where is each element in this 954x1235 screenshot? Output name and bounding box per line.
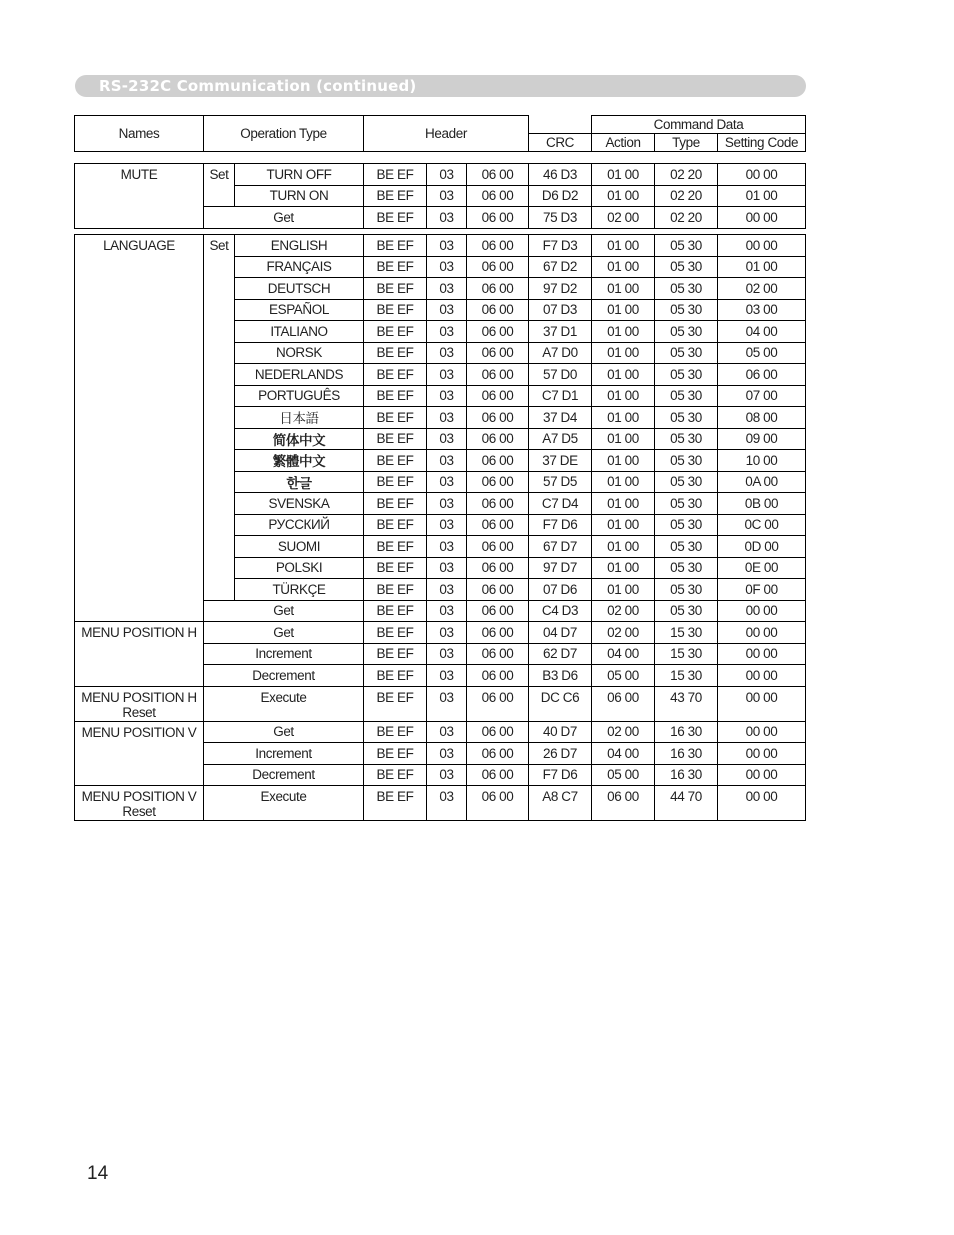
cell-op: Execute	[204, 786, 364, 821]
cell-crc: F7 D6	[529, 514, 592, 536]
cell-op: TÜRKÇE	[235, 579, 364, 601]
cell-action: 05 00	[592, 764, 655, 786]
cell-crc: 37 D4	[529, 407, 592, 429]
cell-header-1: BE EF	[364, 450, 427, 472]
cell-setting-code: 01 00	[718, 185, 806, 207]
cell-crc: A7 D5	[529, 428, 592, 450]
cell-type: 05 30	[655, 536, 718, 558]
cell-header-3: 06 00	[467, 471, 529, 493]
cell-header-3: 06 00	[467, 385, 529, 407]
cell-action: 01 00	[592, 364, 655, 386]
cell-header-2: 03	[427, 342, 467, 364]
cell-type: 02 20	[655, 164, 718, 186]
cell-header-3: 06 00	[467, 493, 529, 515]
cell-header-2: 03	[427, 207, 467, 229]
cell-type: 05 30	[655, 235, 718, 257]
row-name-line-2: Reset	[122, 804, 156, 819]
cell-header-1: BE EF	[364, 278, 427, 300]
cell-setting-code: 04 00	[718, 321, 806, 343]
header-names: Names	[75, 116, 204, 152]
cell-header-2: 03	[427, 557, 467, 579]
cell-crc: B3 D6	[529, 665, 592, 687]
cell-action: 01 00	[592, 428, 655, 450]
header-action: Action	[592, 134, 655, 152]
cell-header-1: BE EF	[364, 686, 427, 721]
cell-setting-code: 00 00	[718, 764, 806, 786]
cell-header-1: BE EF	[364, 207, 427, 229]
cell-header-2: 03	[427, 256, 467, 278]
cell-setting-code: 10 00	[718, 450, 806, 472]
language-menu-table	[74, 234, 806, 821]
cell-header-2: 03	[427, 721, 467, 743]
cell-header-1: BE EF	[364, 256, 427, 278]
cell-type: 05 30	[655, 579, 718, 601]
cell-header-2: 03	[427, 364, 467, 386]
header-operation-type: Operation Type	[204, 116, 364, 152]
cell-header-1: BE EF	[364, 764, 427, 786]
header-command-data: Command Data	[592, 116, 806, 134]
cell-type: 05 30	[655, 385, 718, 407]
cell-action: 01 00	[592, 471, 655, 493]
cell-type: 05 30	[655, 471, 718, 493]
cell-header-2: 03	[427, 450, 467, 472]
cell-header-3: 06 00	[467, 407, 529, 429]
cell-setting-code: 0F 00	[718, 579, 806, 601]
cell-op: SVENSKA	[235, 493, 364, 515]
cell-header-3: 06 00	[467, 256, 529, 278]
row-name-menu-position-v-reset	[75, 786, 204, 821]
cell-header-2: 03	[427, 185, 467, 207]
cell-op: ENGLISH	[235, 235, 364, 257]
cell-type: 05 30	[655, 600, 718, 622]
cell-action: 02 00	[592, 622, 655, 644]
cell-type: 05 30	[655, 428, 718, 450]
cell-header-1: BE EF	[364, 471, 427, 493]
cell-header-2: 03	[427, 743, 467, 765]
cell-type: 16 30	[655, 743, 718, 765]
cell-header-2: 03	[427, 622, 467, 644]
cell-action: 01 00	[592, 342, 655, 364]
cell-setting-code: 00 00	[718, 643, 806, 665]
cell-header-3: 06 00	[467, 665, 529, 687]
cell-header-1: BE EF	[364, 299, 427, 321]
cell-action: 01 00	[592, 407, 655, 429]
cell-op: DEUTSCH	[235, 278, 364, 300]
cell-op: 한글	[235, 471, 364, 493]
cell-header-3: 06 00	[467, 686, 529, 721]
cell-header-3: 06 00	[467, 557, 529, 579]
cell-header-2: 03	[427, 514, 467, 536]
cell-header-2: 03	[427, 764, 467, 786]
cell-crc: 37 D1	[529, 321, 592, 343]
cell-header-2: 03	[427, 686, 467, 721]
cell-header-2: 03	[427, 278, 467, 300]
cell-op: Get	[204, 721, 364, 743]
cell-setting-code: 0C 00	[718, 514, 806, 536]
mute-table	[74, 163, 806, 229]
cell-header-1: BE EF	[364, 643, 427, 665]
cell-header-3: 06 00	[467, 600, 529, 622]
cell-crc: 57 D5	[529, 471, 592, 493]
cell-setting-code: 02 00	[718, 278, 806, 300]
cell-op: Get	[204, 600, 364, 622]
cell-header-1: BE EF	[364, 185, 427, 207]
cell-header-2: 03	[427, 579, 467, 601]
cell-header-3: 06 00	[467, 235, 529, 257]
cell-action: 04 00	[592, 643, 655, 665]
cell-op: NORSK	[235, 342, 364, 364]
cell-setting-code: 01 00	[718, 256, 806, 278]
cell-header-3: 06 00	[467, 164, 529, 186]
row-name-mute: MUTE	[75, 164, 204, 229]
cell-type: 05 30	[655, 278, 718, 300]
cell-header-3: 06 00	[467, 643, 529, 665]
table-row	[75, 721, 806, 743]
cell-header-2: 03	[427, 235, 467, 257]
cell-header-1: BE EF	[364, 514, 427, 536]
cell-type: 15 30	[655, 643, 718, 665]
cell-type: 43 70	[655, 686, 718, 721]
row-name-line-1: MENU POSITION V	[81, 789, 197, 804]
cell-op: 繁體中文	[235, 450, 364, 472]
cell-header-3: 06 00	[467, 207, 529, 229]
cell-setting-code: 03 00	[718, 299, 806, 321]
cell-header-1: BE EF	[364, 321, 427, 343]
row-name-line-2: Reset	[122, 704, 156, 720]
table-row	[75, 686, 806, 721]
cell-header-3: 06 00	[467, 278, 529, 300]
cell-action: 01 00	[592, 514, 655, 536]
cell-setting-code: 00 00	[718, 207, 806, 229]
cell-op: Decrement	[204, 665, 364, 687]
header-setting-code: Setting Code	[718, 134, 806, 152]
cell-action: 01 00	[592, 493, 655, 515]
cell-type: 05 30	[655, 514, 718, 536]
cell-setting-code: 00 00	[718, 686, 806, 721]
cell-type: 05 30	[655, 407, 718, 429]
cell-header-3: 06 00	[467, 364, 529, 386]
cell-header-3: 06 00	[467, 299, 529, 321]
row-name-menu-position-h: MENU POSITION H	[75, 622, 204, 687]
cell-type: 16 30	[655, 764, 718, 786]
cell-op: PORTUGUÊS	[235, 385, 364, 407]
cell-setting-code: 06 00	[718, 364, 806, 386]
table-row	[75, 786, 806, 821]
cell-action: 01 00	[592, 185, 655, 207]
cell-setting-code: 00 00	[718, 622, 806, 644]
row-name-menu-position-h-reset	[75, 686, 204, 721]
cell-header-3: 06 00	[467, 321, 529, 343]
cell-setting-code: 05 00	[718, 342, 806, 364]
cell-action: 05 00	[592, 665, 655, 687]
cell-action: 02 00	[592, 207, 655, 229]
column-header-table	[74, 115, 806, 152]
cell-op: SUOMI	[235, 536, 364, 558]
cell-header-3: 06 00	[467, 450, 529, 472]
cell-crc: 04 D7	[529, 622, 592, 644]
cell-crc: 62 D7	[529, 643, 592, 665]
cell-header-3: 06 00	[467, 536, 529, 558]
cell-header-1: BE EF	[364, 407, 427, 429]
cell-setting-code: 08 00	[718, 407, 806, 429]
cell-type: 05 30	[655, 450, 718, 472]
cell-header-3: 06 00	[467, 514, 529, 536]
cell-op: 简体中文	[235, 428, 364, 450]
cell-setting-code: 07 00	[718, 385, 806, 407]
row-name-menu-position-v: MENU POSITION V	[75, 721, 204, 786]
cell-crc: 37 DE	[529, 450, 592, 472]
cell-header-1: BE EF	[364, 493, 427, 515]
cell-crc: 26 D7	[529, 743, 592, 765]
cell-type: 05 30	[655, 256, 718, 278]
cell-op: FRANÇAIS	[235, 256, 364, 278]
cell-type: 15 30	[655, 622, 718, 644]
table-row	[75, 622, 806, 644]
cell-type: 02 20	[655, 207, 718, 229]
cell-op: Get	[204, 207, 364, 229]
cell-crc: 40 D7	[529, 721, 592, 743]
cell-header-2: 03	[427, 600, 467, 622]
cell-header-2: 03	[427, 471, 467, 493]
cell-action: 06 00	[592, 686, 655, 721]
cell-type: 15 30	[655, 665, 718, 687]
cell-action: 01 00	[592, 557, 655, 579]
header-crc: CRC	[529, 134, 592, 152]
cell-type: 05 30	[655, 321, 718, 343]
cell-action: 01 00	[592, 321, 655, 343]
cell-crc: 97 D2	[529, 278, 592, 300]
cell-header-3: 06 00	[467, 786, 529, 821]
cell-header-2: 03	[427, 665, 467, 687]
cell-action: 01 00	[592, 299, 655, 321]
cell-crc: 97 D7	[529, 557, 592, 579]
cell-header-1: BE EF	[364, 786, 427, 821]
set-label: Set	[204, 164, 235, 207]
cell-setting-code: 0E 00	[718, 557, 806, 579]
cell-header-3: 06 00	[467, 721, 529, 743]
cell-op: TURN ON	[235, 185, 364, 207]
cell-setting-code: 00 00	[718, 786, 806, 821]
cell-header-2: 03	[427, 321, 467, 343]
cell-header-1: BE EF	[364, 557, 427, 579]
cell-op: 日本語	[235, 407, 364, 429]
cell-header-1: BE EF	[364, 536, 427, 558]
cell-type: 44 70	[655, 786, 718, 821]
cell-header-1: BE EF	[364, 579, 427, 601]
cell-op: ESPAÑOL	[235, 299, 364, 321]
cell-crc: 46 D3	[529, 164, 592, 186]
cell-crc: 07 D3	[529, 299, 592, 321]
cell-setting-code: 0D 00	[718, 536, 806, 558]
page-number: 14	[87, 1163, 109, 1184]
cell-crc: F7 D6	[529, 764, 592, 786]
cell-action: 01 00	[592, 450, 655, 472]
cell-setting-code: 00 00	[718, 721, 806, 743]
cell-header-1: BE EF	[364, 164, 427, 186]
cell-op: Increment	[204, 743, 364, 765]
cell-header-1: BE EF	[364, 622, 427, 644]
cell-header-2: 03	[427, 164, 467, 186]
header-header: Header	[364, 116, 529, 152]
cell-header-1: BE EF	[364, 235, 427, 257]
cell-setting-code: 00 00	[718, 743, 806, 765]
cell-setting-code: 09 00	[718, 428, 806, 450]
cell-header-1: BE EF	[364, 342, 427, 364]
cell-header-1: BE EF	[364, 428, 427, 450]
cell-crc: 67 D7	[529, 536, 592, 558]
cell-crc: C7 D4	[529, 493, 592, 515]
cell-op: Execute	[204, 686, 364, 721]
cell-header-2: 03	[427, 786, 467, 821]
cell-crc: 57 D0	[529, 364, 592, 386]
cell-header-1: BE EF	[364, 665, 427, 687]
cell-action: 01 00	[592, 164, 655, 186]
cell-header-1: BE EF	[364, 721, 427, 743]
cell-op: РУССКИЙ	[235, 514, 364, 536]
cell-crc: D6 D2	[529, 185, 592, 207]
cell-setting-code: 00 00	[718, 600, 806, 622]
section-title-bar	[75, 75, 806, 97]
section-title: RS-232C Communication (continued)	[99, 77, 417, 95]
cell-header-2: 03	[427, 536, 467, 558]
cell-type: 05 30	[655, 342, 718, 364]
cell-header-2: 03	[427, 643, 467, 665]
cell-op: ITALIANO	[235, 321, 364, 343]
cell-header-2: 03	[427, 299, 467, 321]
cell-action: 01 00	[592, 536, 655, 558]
cell-op: POLSKI	[235, 557, 364, 579]
cell-type: 05 30	[655, 364, 718, 386]
cell-type: 05 30	[655, 493, 718, 515]
table-row	[75, 235, 806, 257]
cell-op: Get	[204, 622, 364, 644]
cell-header-3: 06 00	[467, 185, 529, 207]
cell-action: 01 00	[592, 385, 655, 407]
cell-op: Decrement	[204, 764, 364, 786]
cell-type: 16 30	[655, 721, 718, 743]
cell-action: 02 00	[592, 600, 655, 622]
cell-type: 02 20	[655, 185, 718, 207]
cell-crc: 07 D6	[529, 579, 592, 601]
cell-setting-code: 00 00	[718, 235, 806, 257]
row-name-language: LANGUAGE	[75, 235, 204, 622]
cell-action: 01 00	[592, 579, 655, 601]
cell-setting-code: 0A 00	[718, 471, 806, 493]
cell-header-3: 06 00	[467, 743, 529, 765]
cell-action: 06 00	[592, 786, 655, 821]
cell-header-1: BE EF	[364, 600, 427, 622]
cell-crc: 75 D3	[529, 207, 592, 229]
cell-header-2: 03	[427, 428, 467, 450]
cell-header-1: BE EF	[364, 364, 427, 386]
row-name-line-1: MENU POSITION H	[81, 689, 197, 705]
cell-setting-code: 00 00	[718, 665, 806, 687]
cell-crc: A8 C7	[529, 786, 592, 821]
cell-header-2: 03	[427, 493, 467, 515]
cell-header-3: 06 00	[467, 622, 529, 644]
cell-setting-code: 00 00	[718, 164, 806, 186]
cell-action: 01 00	[592, 235, 655, 257]
cell-type: 05 30	[655, 557, 718, 579]
cell-header-1: BE EF	[364, 385, 427, 407]
cell-op: TURN OFF	[235, 164, 364, 186]
cell-header-3: 06 00	[467, 342, 529, 364]
cell-header-3: 06 00	[467, 579, 529, 601]
cell-op: Increment	[204, 643, 364, 665]
cell-action: 02 00	[592, 721, 655, 743]
set-label: Set	[204, 235, 235, 601]
cell-type: 05 30	[655, 299, 718, 321]
cell-header-2: 03	[427, 407, 467, 429]
cell-header-2: 03	[427, 385, 467, 407]
cell-crc: 67 D2	[529, 256, 592, 278]
cell-action: 01 00	[592, 256, 655, 278]
cell-action: 01 00	[592, 278, 655, 300]
cell-crc: A7 D0	[529, 342, 592, 364]
cell-op: NEDERLANDS	[235, 364, 364, 386]
cell-crc: F7 D3	[529, 235, 592, 257]
cell-crc: C7 D1	[529, 385, 592, 407]
cell-crc: C4 D3	[529, 600, 592, 622]
cell-header-1: BE EF	[364, 743, 427, 765]
cell-header-3: 06 00	[467, 428, 529, 450]
cell-crc: DC C6	[529, 686, 592, 721]
cell-action: 04 00	[592, 743, 655, 765]
cell-setting-code: 0B 00	[718, 493, 806, 515]
cell-header-3: 06 00	[467, 764, 529, 786]
table-row	[75, 164, 806, 186]
header-type: Type	[655, 134, 718, 152]
